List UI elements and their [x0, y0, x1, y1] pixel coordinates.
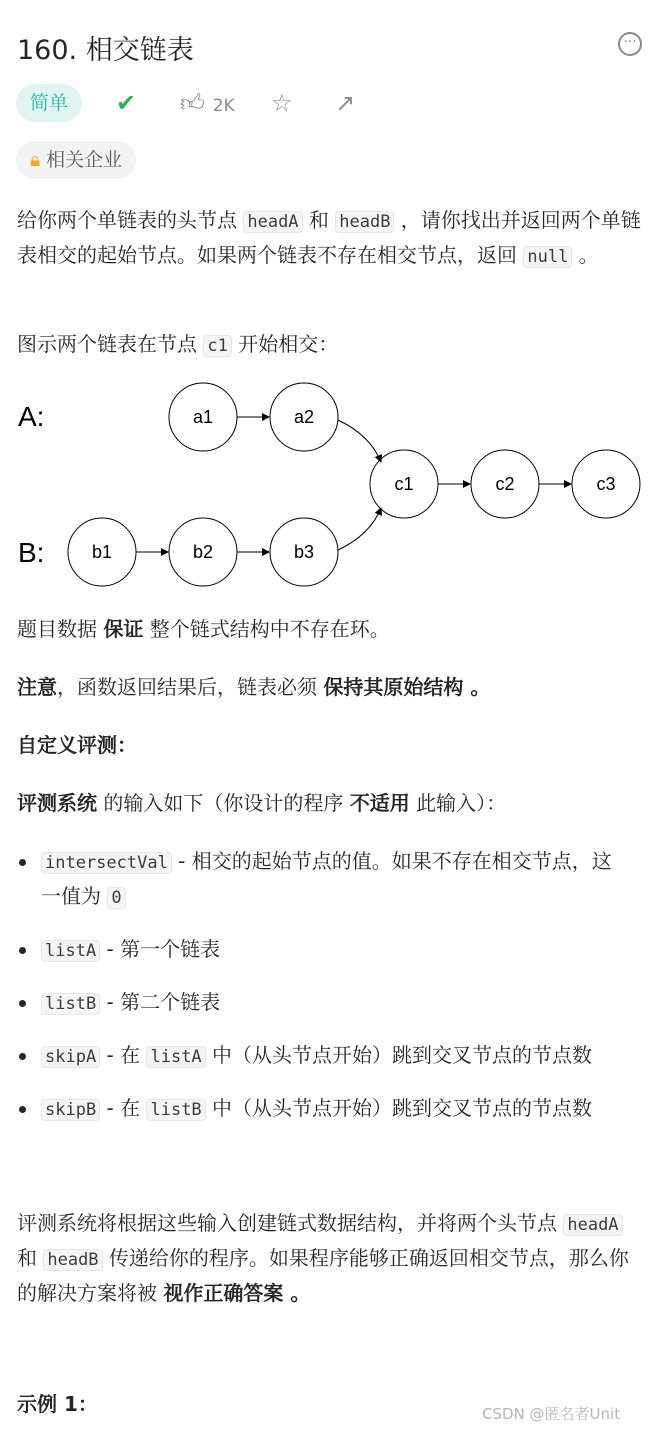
related-companies-button[interactable] — [16, 141, 136, 179]
share-icon[interactable]: ↗ — [335, 89, 356, 117]
list-item: skipB - 在 listB 中（从头节点开始）跳到交叉节点的节点数 — [17, 1092, 617, 1127]
label-b: B: — [18, 537, 45, 568]
list-item: listB - 第二个链表 — [17, 986, 617, 1021]
node-c1: c1 — [394, 474, 414, 494]
lock-icon: 🔒︎ — [30, 149, 41, 171]
list-item: skipA - 在 listA 中（从头节点开始）跳到交叉节点的节点数 — [17, 1039, 617, 1074]
no-cycle-note: 题目数据 保证 整个链式结构中不存在环。 — [17, 617, 390, 641]
node-a2: a2 — [293, 407, 315, 427]
difficulty-badge: 简单 — [16, 84, 82, 122]
judge-input-list — [17, 845, 617, 1145]
like-count: 2K — [212, 96, 235, 116]
node-b3: b3 — [293, 542, 315, 562]
problem-title: 160. 相交链表 — [17, 35, 194, 66]
solved-check-icon: ✔ — [116, 89, 137, 117]
node-c2: c2 — [495, 474, 515, 494]
judge-explanation: 评测系统将根据这些输入创建链式数据结构，并将两个头节点 headA 和 headB 传递给你的程序。如果程序能够正确返回相交节点，那么你的解决方案将被 视作正确答案 。 — [17, 1211, 629, 1305]
node-a1: a1 — [192, 407, 214, 427]
list-item: intersectVal - 相交的起始节点的值。如果不存在相交节点，这一值为 0 — [17, 845, 617, 915]
example-heading: 示例 1： — [17, 1392, 98, 1416]
more-options-icon[interactable]: ··· — [618, 32, 642, 56]
linked-list-diagram — [0, 370, 658, 595]
node-c3: c3 — [596, 474, 616, 494]
thumbs-up-icon: 👍︎ — [180, 89, 206, 117]
watermark: CSDN @匿名者Unit — [482, 1405, 621, 1423]
like-button[interactable] — [180, 84, 235, 125]
structure-note: 注意，函数返回结果后，链表必须 保持其原始结构 。 — [17, 675, 491, 699]
label-a: A: — [18, 401, 45, 432]
node-b2: b2 — [192, 542, 214, 562]
companies-label: 相关企业 — [46, 149, 123, 171]
custom-judge-heading: 自定义评测： — [17, 733, 137, 757]
judge-input-intro: 评测系统 的输入如下（你设计的程序 不适用 此输入）： — [17, 791, 507, 815]
description-paragraph: 给你两个单链表的头节点 headA 和 headB ，请你找出并返回两个单链表相交的起始节点。如果两个链表不存在相交节点，返回 null 。 — [17, 208, 641, 267]
node-b1: b1 — [91, 542, 113, 562]
diagram-caption: 图示两个链表在节点 c1 开始相交： — [17, 332, 339, 356]
list-item: listA - 第一个链表 — [17, 933, 617, 968]
star-icon[interactable]: ☆ — [271, 89, 293, 117]
